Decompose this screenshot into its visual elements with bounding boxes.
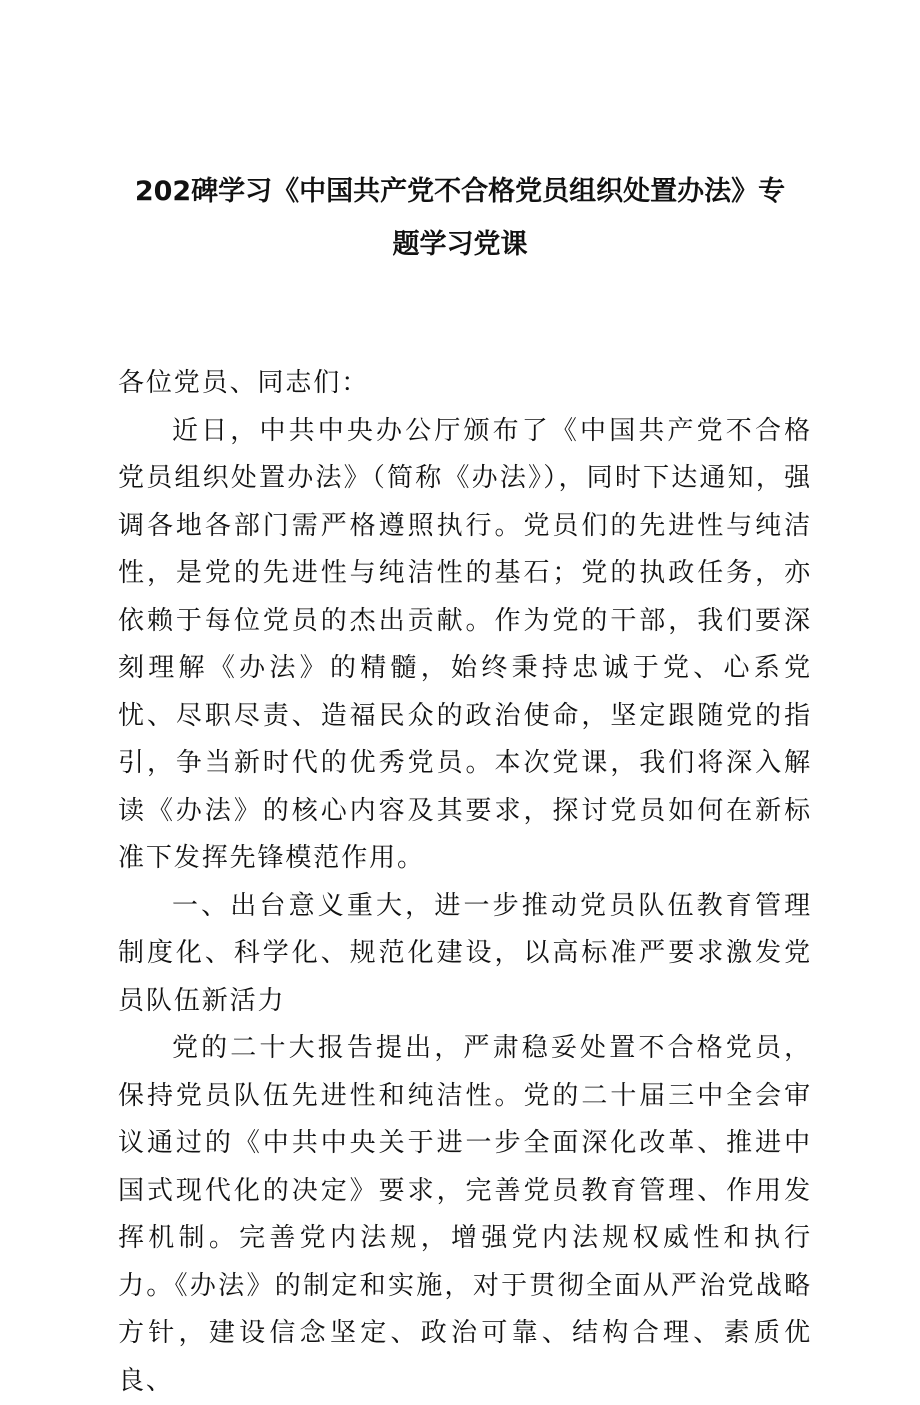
document-body: [118, 360, 812, 1405]
salutation: 各位党员、同志们：: [118, 368, 370, 398]
paragraph-section-1: 党的二十大报告提出，严肃稳妥处置不合格党员，保持党员队伍先进性和纯洁性。党的二十届三中全会审议通过的《中共中央关于进一步全面深化改革、推进中国式现代化的决定》要求，完善党员教育管理、作用发挥机制。完善党内法规，增强党内法规权威性和执行力。《办法》的制定和实施，对于贯彻全面从严治党战略方针，建设信念坚定、政治可靠、结构合理、素质优良、: [118, 1033, 812, 1396]
document-title: [110, 165, 810, 271]
title-line-2: 题学习党课: [392, 229, 528, 260]
title-line-1: 202碑学习《中国共产党不合格党员组织处置办法》专: [134, 176, 786, 207]
section-heading-1: 一、出台意义重大，进一步推动党员队伍教育管理制度化、科学化、规范化建设，以高标准严要求激发党员队伍新活力: [118, 890, 812, 1016]
paragraph-intro: 近日，中共中央办公厅颁布了《中国共产党不合格党员组织处置办法》（简称《办法》），同时下达通知，强调各地各部门需严格遵照执行。党员们的先进性与纯洁性，是党的先进性与纯洁性的基石；党的执政任务，亦依赖于每位党员的杰出贡献。作为党的干部，我们要深刻理解《办法》的精髓，始终秉持忠诚于党、心系党忧、尽职尽责、造福民众的政治使命，坚定跟随党的指引，争当新时代的优秀党员。本次党课，我们将深入解读《办法》的核心内容及其要求，探讨党员如何在新标准下发挥先锋模范作用。: [118, 415, 812, 873]
